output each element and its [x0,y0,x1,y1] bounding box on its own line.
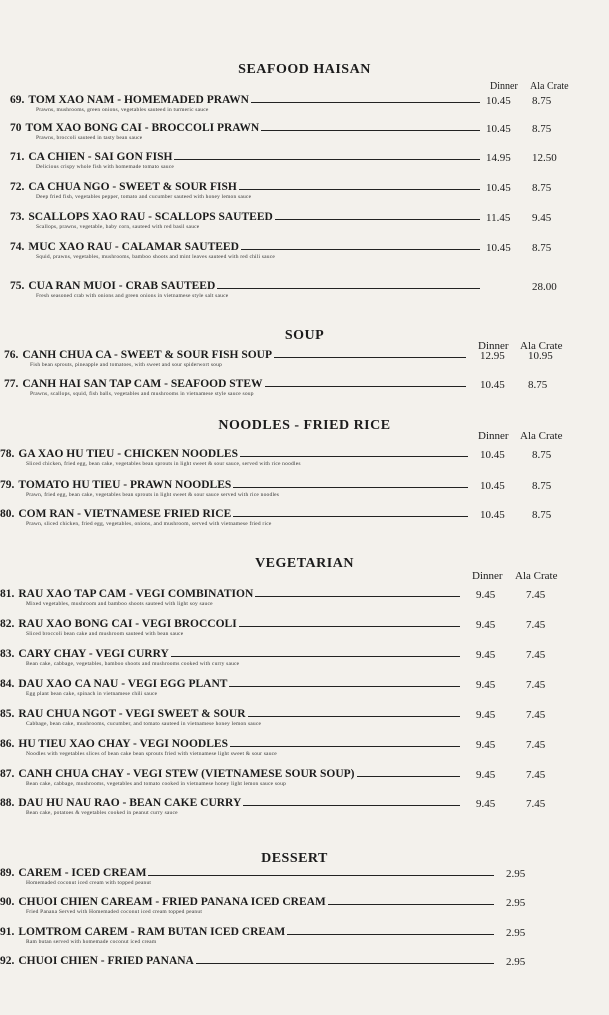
section-title-vegetarian: VEGETARIAN [255,556,354,571]
section-title-seafood: SEAFOOD HAISAN [238,62,371,77]
leader-line [265,386,466,387]
menu-item-title-line [10,122,482,134]
menu-item [0,122,609,152]
menu-item-number: 71. [10,151,25,163]
leader-line [196,963,494,964]
menu-item-dinner-price: 9.45 [476,798,496,810]
menu-item-number: 75. [10,280,25,292]
menu-item-description: Prawns, broccoli sauteed in tasty bean sauce [36,135,143,141]
menu-item-name: TOMATO HU TIEU - PRAWN NOODLES [18,479,232,491]
leader-line [251,102,480,103]
menu-item-description: Squid, prawns, vegetables, mushrooms, bamboo shoots and mint leaves sauteed with red chili sauce [36,254,276,260]
menu-item [0,349,609,379]
menu-item-dinner-price: 12.95 [480,350,505,362]
menu-item-name: LOMTROM CAREM - RAM BUTAN ICED CREAM [18,926,286,938]
leader-line [255,596,460,597]
menu-item-alacarte-price: 7.45 [526,739,546,751]
menu-item-title-line [0,508,470,520]
menu-item-number: 81. [0,588,15,600]
menu-item-name: RAU XAO TAP CAM - VEGI COMBINATION [18,588,254,600]
menu-item-title-line [10,241,482,253]
menu-item-alacarte-price: 9.45 [532,212,552,224]
menu-item-description: Bean cake, cabbage, mushrooms, vegetables and tomato cooked in vietnamese honey light lemon sauce soup [26,781,287,787]
menu-item-description: Prawn, fried egg, bean cake, vegetables bean sprouts in light sweet & sour sauce served with rice noodles [26,492,280,498]
menu-item-title-line [0,479,470,491]
menu-item-number: 77. [4,378,19,390]
leader-line [274,357,466,358]
menu-item-dinner-price: 10.45 [480,449,505,461]
leader-line [233,487,468,488]
menu-item-number: 90. [0,896,15,908]
leader-line [233,516,468,517]
menu-item-name: CANH CHUA CHAY - VEGI STEW (VIETNAMESE SOUR SOUP) [18,768,355,780]
menu-item-name: CARY CHAY - VEGI CURRY [18,648,169,660]
menu-item-dinner-price: 9.45 [476,619,496,631]
menu-item [0,738,609,768]
menu-item-description: Egg plant bean cake, spinach in vietnamese chili sauce [26,691,158,697]
menu-item-title-line [10,181,482,193]
menu-item-title-line [0,588,462,600]
menu-item-title-line [0,896,496,908]
menu-item [0,678,609,708]
menu-item-number: 87. [0,768,15,780]
menu-item-alacarte-price: 7.45 [526,798,546,810]
menu-item-title-line [10,280,482,292]
menu-item-description: Prawns, mushrooms, green onions, vegetables sauteed in turmeric sauce [36,107,209,113]
menu-item-description: Fish bean sprouts, pineapple and tomatoes, with sweet and sour spiderwort soup [30,362,223,368]
menu-item-title-line [0,648,462,660]
leader-line [148,875,494,876]
menu-item-title-line [0,448,470,460]
col-head-dinner: Dinner [478,340,509,352]
leader-line [239,626,460,627]
menu-item-alacarte-price: 8.75 [532,95,552,107]
menu-item-dinner-price: 10.45 [480,480,505,492]
menu-item-name: CHUOI CHIEN CAREAM - FRIED PANANA ICED CREAM [18,896,326,908]
menu-item-number: 85. [0,708,15,720]
menu-item-number: 79. [0,479,15,491]
menu-item-dinner-price: 10.45 [486,95,511,107]
menu-item-name: CAREM - ICED CREAM [18,867,147,879]
menu-item-alacarte-price: 7.45 [526,649,546,661]
menu-item-alacarte-price: 8.75 [532,123,552,135]
menu-item [0,280,609,310]
menu-item [0,181,609,211]
col-head-alacarte: Ala Crate [520,340,563,352]
menu-item [0,479,609,509]
menu-item-title-line [4,349,468,361]
menu-item-dinner-price: 9.45 [476,679,496,691]
menu-item-alacarte-price: 8.75 [532,182,552,194]
menu-item [0,448,609,478]
menu-item-alacarte-price: 28.00 [532,281,557,293]
menu-item-description: Homemaded coconut iced cream with topped peanut [26,880,152,886]
menu-item-title-line [0,768,462,780]
leader-line [241,249,480,250]
menu-item-title-line [0,797,462,809]
menu-item-title-line [10,94,482,106]
menu-item-dinner-price: 10.45 [480,509,505,521]
menu-item [0,768,609,798]
menu-item-alacarte-price: 8.75 [528,379,548,391]
menu-item-alacarte-price: 8.75 [532,480,552,492]
leader-line [275,219,480,220]
leader-line [261,130,480,131]
leader-line [174,159,480,160]
menu-item-number: 91. [0,926,15,938]
menu-item-description: Fried Panana Served with Homemaded coconut iced cream topped peanut [26,909,203,915]
leader-line [239,189,480,190]
menu-item [0,926,609,956]
menu-item-number: 88. [0,797,15,809]
col-head-dinner: Dinner [490,81,518,92]
menu-item-price: 2.95 [506,897,526,909]
menu-item-name: CA CHIEN - SAI GON FISH [28,151,173,163]
menu-item-number: 89. [0,867,15,879]
menu-item-alacarte-price: 7.45 [526,619,546,631]
col-head-alacarte: Ala Crate [520,430,563,442]
menu-item-description: Sliced chicken, fried egg, bean cake, vegetables bean sprouts in light sweet & sour sauce, served with rice noodles [26,461,301,467]
menu-item-title-line [0,618,462,630]
leader-line [217,288,480,289]
menu-item-name: RAU XAO BONG CAI - VEGI BROCCOLI [18,618,237,630]
menu-item [0,241,609,271]
menu-item [0,151,609,181]
leader-line [328,904,494,905]
menu-item [0,211,609,241]
menu-item-number: 80. [0,508,15,520]
leader-line [248,716,460,717]
menu-item-number: 72. [10,181,25,193]
menu-item [0,708,609,738]
menu-item-name: CUA RAN MUOI - CRAB SAUTEED [28,280,216,292]
menu-item-title-line [10,211,482,223]
leader-line [230,746,460,747]
menu-item-name: DAU HU NAU RAO - BEAN CAKE CURRY [18,797,242,809]
menu-item [0,896,609,926]
menu-item-number: 69. [10,94,25,106]
menu-item-number: 76. [4,349,19,361]
menu-item-number: 86. [0,738,15,750]
menu-item [0,378,609,408]
menu-item-name: DAU XAO CA NAU - VEGI EGG PLANT [18,678,228,690]
leader-line [243,805,460,806]
menu-item-name: COM RAN - VIETNAMESE FRIED RICE [18,508,232,520]
menu-item [0,588,609,618]
menu-item-alacarte-price: 7.45 [526,589,546,601]
menu-item-number: 78. [0,448,15,460]
leader-line [287,934,494,935]
menu-item-title-line [0,738,462,750]
menu-item-title-line [0,708,462,720]
menu-item-number: 92. [0,955,15,967]
menu-item-description: Bean cake, potatoes & vegetables cooked in peanut curry sauce [26,810,178,816]
menu-item-dinner-price: 11.45 [486,212,511,224]
menu-item-dinner-price: 9.45 [476,589,496,601]
menu-item-name: CA CHUA NGO - SWEET & SOUR FISH [28,181,237,193]
menu-item-number: 74. [10,241,25,253]
menu-item-description: Delicious crispy whole fish with homemade tomato sauce [36,164,175,170]
menu-item-number: 73. [10,211,25,223]
menu-item-alacarte-price: 10.95 [528,350,553,362]
menu-item-alacarte-price: 8.75 [532,449,552,461]
menu-item-description: Cabbage, bean cake, mushrooms, cucumber, and tomato sauteed in vietnamese honey lemon sauce [26,721,262,727]
menu-item-description: Bean cake, cabbage, vegetables, bamboo shoots and mushrooms cooked with curry sauce [26,661,240,667]
menu-item-title-line [0,955,496,967]
menu-item [0,648,609,678]
menu-item-title-line [0,867,496,879]
menu-item-price: 2.95 [506,956,526,968]
menu-item-number: 70 [10,122,22,134]
menu-item [0,618,609,648]
menu-item-dinner-price: 9.45 [476,769,496,781]
menu-item-title-line [0,678,462,690]
menu-item-description: Mixed vegetables, mushroom and bamboo shoots sauteed with light soy sauce [26,601,213,607]
menu-item-name: TOM XAO BONG CAI - BROCCOLI PRAWN [25,122,260,134]
col-head-dinner: Dinner [472,570,503,582]
menu-item-name: MUC XAO RAU - CALAMAR SAUTEED [28,241,239,253]
menu-item-alacarte-price: 7.45 [526,769,546,781]
menu-item-dinner-price: 10.45 [486,182,511,194]
section-title-soup: SOUP [284,328,325,343]
menu-item-name: RAU CHUA NGOT - VEGI SWEET & SOUR [18,708,246,720]
menu-item-dinner-price: 10.45 [486,242,511,254]
menu-item-number: 84. [0,678,15,690]
menu-item-price: 2.95 [506,868,526,880]
menu-item-price: 2.95 [506,927,526,939]
menu-item [0,94,609,124]
leader-line [240,456,468,457]
col-head-alacarte: Ala Crate [515,570,558,582]
section-title-noodles: NOODLES - FRIED RICE [218,418,391,433]
menu-item-dinner-price: 14.95 [486,152,511,164]
menu-item-description: Prawn, sliced chicken, fried egg, vegetables, onions, and mushroom, served with vietnamese fried rice [26,521,272,527]
menu-item-name: CANH HAI SAN TAP CAM - SEAFOOD STEW [22,378,263,390]
menu-item-dinner-price: 9.45 [476,739,496,751]
col-head-dinner: Dinner [478,430,509,442]
col-head-alacarte: Ala Crate [530,81,569,92]
leader-line [171,656,460,657]
menu-item-dinner-price: 10.45 [480,379,505,391]
menu-item-description: Sliced broccoli bean cake and mushroom sauteed with bean sauce [26,631,184,637]
menu-item-alacarte-price: 12.50 [532,152,557,164]
menu-item-title-line [0,926,496,938]
menu-item-name: CHUOI CHIEN - FRIED PANANA [18,955,194,967]
menu-item [0,955,609,985]
menu-item-description: Deep fried fish, vegetables pepper, tomato and cucumber sauteed with honey lemon sauce [36,194,252,200]
section-title-dessert: DESSERT [261,851,328,866]
menu-item-alacarte-price: 7.45 [526,679,546,691]
menu-item-dinner-price: 9.45 [476,649,496,661]
menu-item [0,508,609,538]
menu-item-name: TOM XAO NAM - HOMEMADED PRAWN [28,94,249,106]
menu-item-alacarte-price: 8.75 [532,509,552,521]
menu-item-description: Noodles with vegetables slices of bean cake bean sprouts fried with vietnamese light sweet & sour sauce [26,751,277,757]
menu-item-number: 82. [0,618,15,630]
menu-item-dinner-price: 10.45 [486,123,511,135]
menu-item-title-line [10,151,482,163]
leader-line [357,776,461,777]
menu-item-description: Scallops, prawns, vegetable, baby corn, sauteed with red basil sauce [36,224,200,230]
menu-item-name: GA XAO HU TIEU - CHICKEN NOODLES [18,448,238,460]
menu-item-number: 83. [0,648,15,660]
leader-line [229,686,460,687]
menu-item-description: Fresh seasoned crab with onions and green onions in vietnamese style salt sauce [36,293,229,299]
menu-item-alacarte-price: 7.45 [526,709,546,721]
menu-item-description: Prawns, scallops, squid, fish balls, vegetables and mushrooms in vietnamese style sauce soup [30,391,254,397]
menu-item-dinner-price: 9.45 [476,709,496,721]
menu-item-name: CANH CHUA CA - SWEET & SOUR FISH SOUP [22,349,273,361]
menu-item [0,797,609,827]
menu-item-name: SCALLOPS XAO RAU - SCALLOPS SAUTEED [28,211,273,223]
menu-item-name: HU TIEU XAO CHAY - VEGI NOODLES [18,738,228,750]
menu-item [0,867,609,897]
menu-item-alacarte-price: 8.75 [532,242,552,254]
menu-item-description: Ram butan served with homemade coconut iced cream [26,939,157,945]
menu-item-title-line [4,378,468,390]
